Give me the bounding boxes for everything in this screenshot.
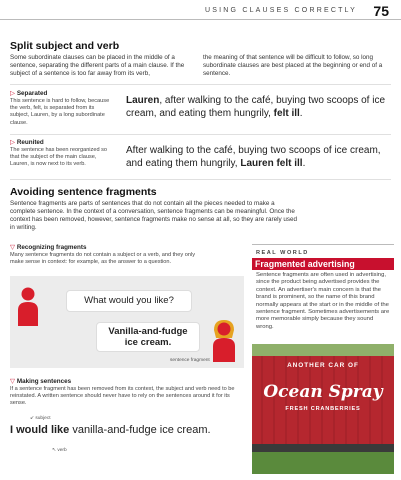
fragments-intro: Sentence fragments are parts of sentences that do not contain all the pieces needed to make a complete sentence. In the context of a conversation, sentence fragments can be meaningful. Once the context has been removed, however, sentence fragments make no sense at all, so they are rarely used in writing.: [10, 200, 298, 231]
page-number: 75: [373, 3, 389, 19]
triangle-icon: ▽: [10, 378, 15, 385]
running-title: USING CLAUSES CORRECTLY: [205, 7, 357, 14]
real-world-label: REAL WORLD: [256, 250, 309, 256]
section-heading-fragments: Avoiding sentence fragments: [10, 186, 157, 198]
divider: [10, 179, 391, 180]
triangle-icon: ▽: [10, 244, 15, 251]
arrow-icon: ↙: [30, 416, 36, 421]
making-title: ▽ Making sentences: [10, 378, 72, 385]
triangle-icon: ▷: [10, 139, 15, 146]
separated-note: This sentence is hard to follow, because the verb, felt, is separated from its subject, Lauren, by a long subordinate clause.: [10, 98, 110, 126]
advert-photo: [252, 344, 394, 474]
split-body-col1: Some subordinate clauses can be placed in the middle of a sentence, separating the different parts of a main clause. If the subject of a sentence is too far away from its verb,: [10, 54, 185, 77]
photo-bottom-text: FRESH CRANBERRIES: [285, 406, 361, 412]
complete-sentence: I would like vanilla-and-fudge ice cream.: [10, 424, 211, 436]
arrow-icon: ↖: [52, 448, 58, 453]
real-world-text: Sentence fragments are often used in advertising, since the product being advertised provides the context. An advertiser's main concern is that the brand is prominent, so the name of this brand normally appears at the start or in the middle of the sentence fragment. Sometimes advertisements are more memorable simply because they sound wrong.: [256, 272, 390, 330]
verb-annotation: ↖ verb: [52, 448, 67, 453]
sidebar-rule: [252, 244, 394, 245]
photo-top-text: ANOTHER CAR OF: [287, 362, 359, 369]
question-bubble: What would you like?: [66, 290, 192, 312]
triangle-icon: ▷: [10, 90, 15, 97]
split-body-col2: the meaning of that sentence will be difficult to follow, so long subordinate clauses are best placed at the beginning or end of a sentence.: [203, 54, 383, 77]
recognizing-text: Many sentence fragments do not contain a subject or a verb, and they only make sense in context: for example, as the answer to a question.: [10, 252, 196, 266]
header-rule: [0, 19, 401, 20]
man-figure-icon: [16, 286, 46, 326]
separated-title: ▷ Separated: [10, 90, 48, 97]
woman-figure-icon: [210, 318, 238, 362]
section-heading-split: Split subject and verb: [10, 40, 120, 52]
subject-annotation: ↙ subject: [30, 416, 51, 421]
real-world-title: Fragmented advertising: [252, 258, 394, 270]
fragment-annotation: sentence fragment: [170, 358, 210, 363]
reunited-example: After walking to the café, buying two scoops of ice cream, and eating them hungrily, Lauren felt ill.: [126, 145, 381, 169]
divider: [10, 84, 391, 85]
separated-example: Lauren, after walking to the café, buying two scoops of ice cream, and eating them hungrily, felt ill.: [126, 95, 386, 119]
reunited-title: ▷ Reunited: [10, 139, 44, 146]
divider: [10, 134, 391, 135]
reunited-note: The sentence has been reorganized so that the subject of the main clause, Lauren, is now next to its verb.: [10, 147, 108, 168]
photo-brand: Ocean Spray: [263, 382, 383, 402]
making-text: If a sentence fragment has been removed from its context, the subject and verb need to be reinstated. A written sentence should never have to rely on the sentences around it for its sense.: [10, 386, 235, 407]
answer-bubble: Vanilla-and-fudge ice cream.: [96, 322, 200, 352]
recognizing-title: ▽ Recognizing fragments: [10, 244, 87, 251]
